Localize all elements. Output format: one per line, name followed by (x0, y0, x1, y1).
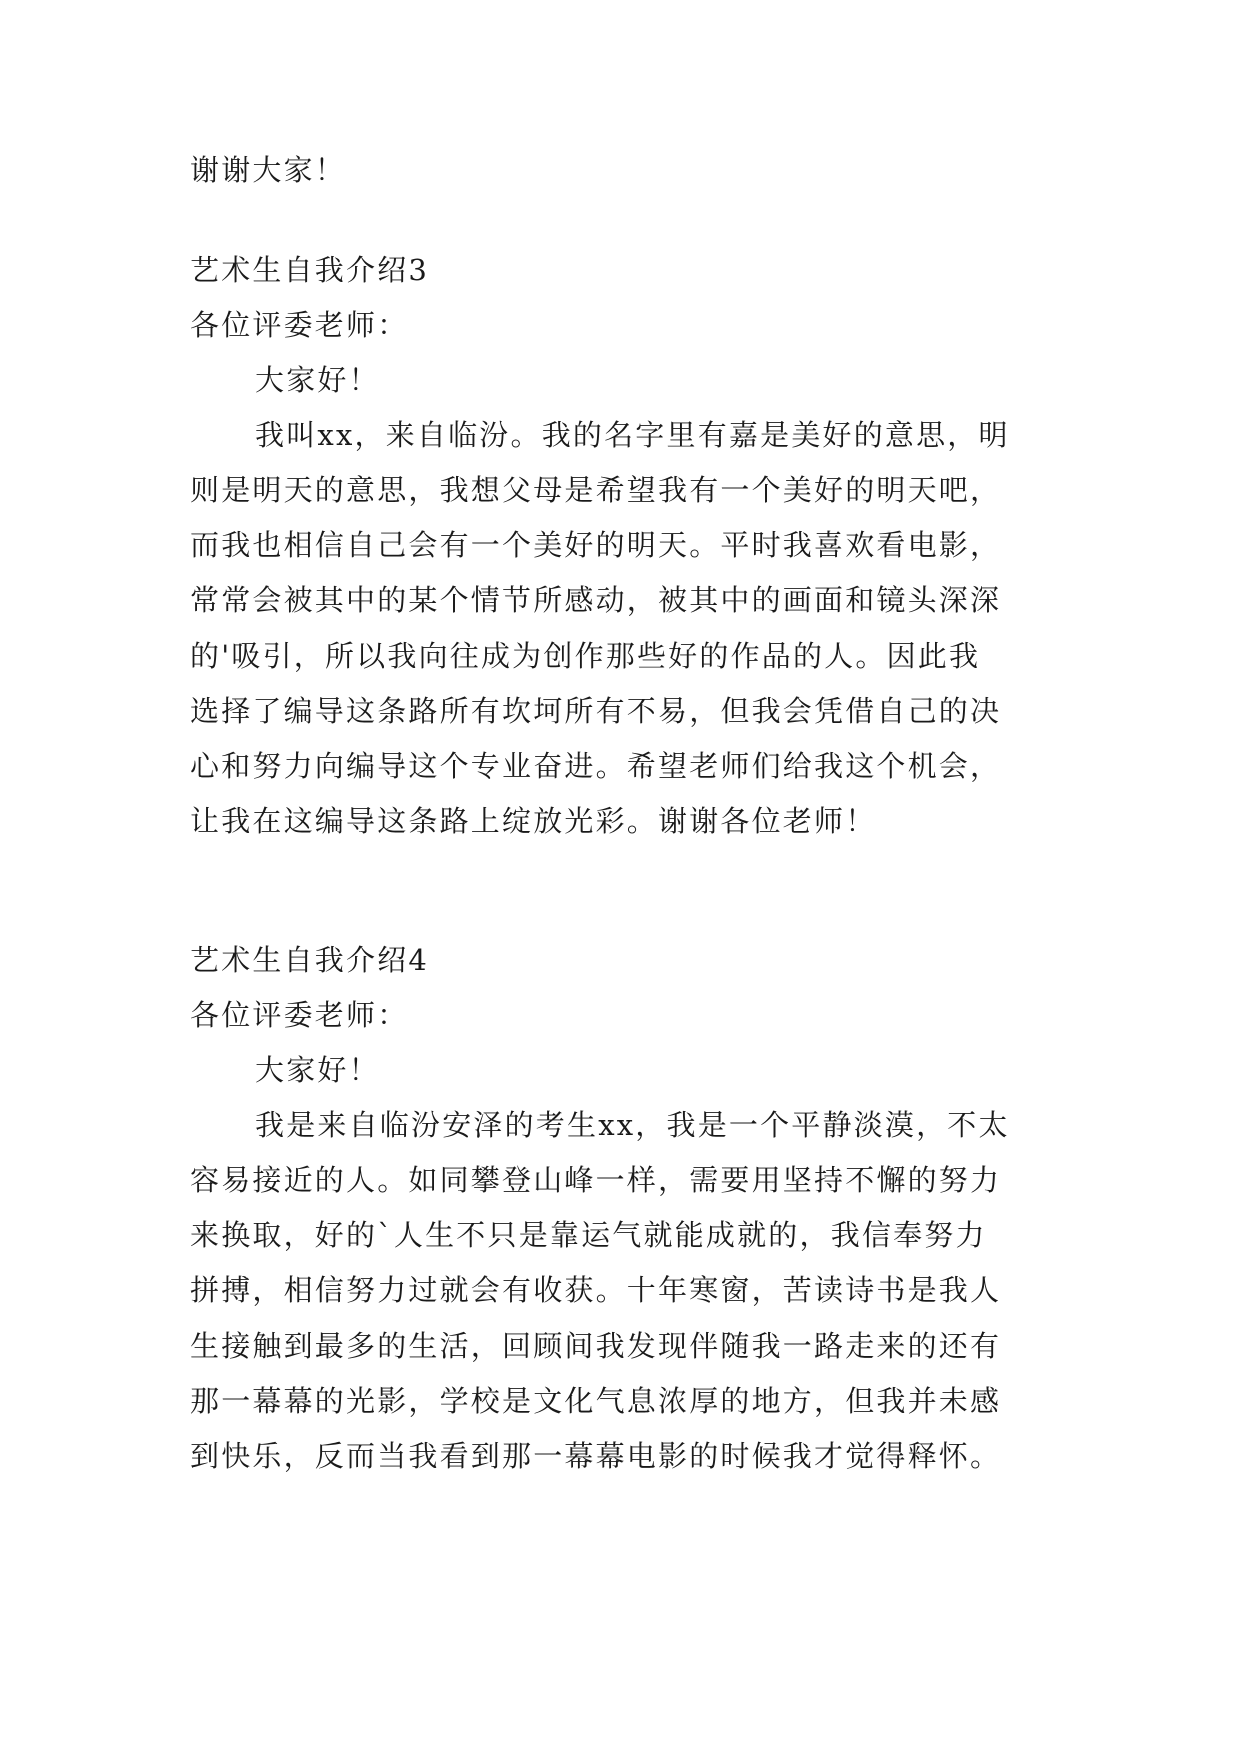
section-4-paragraph-line: 我是来自临汾安泽的考生xx，我是一个平静淡漠，不太 (255, 1108, 1010, 1142)
section-4-salutation: 各位评委老师： (190, 998, 409, 1032)
section-3-paragraph-line: 的'吸引，所以我向往成为创作那些好的作品的人。因此我 (190, 639, 981, 673)
section-3-title: 艺术生自我介绍3 (190, 253, 430, 287)
section-3-greeting: 大家好！ (255, 363, 380, 397)
section-4-paragraph-line: 拼搏，相信努力过就会有收获。十年寒窗，苦读诗书是我人 (190, 1273, 1002, 1307)
section-3-salutation: 各位评委老师： (190, 308, 409, 342)
section-4-title: 艺术生自我介绍4 (190, 943, 430, 977)
section-4-paragraph-line: 那一幕幕的光影，学校是文化气息浓厚的地方，但我并未感 (190, 1384, 1002, 1418)
section-3-paragraph-line: 我叫xx，来自临汾。我的名字里有嘉是美好的意思，明 (255, 418, 1010, 452)
section-3-paragraph-line: 则是明天的意思，我想父母是希望我有一个美好的明天吧， (190, 473, 1002, 507)
section-4-paragraph-line: 到快乐，反而当我看到那一幕幕电影的时候我才觉得释怀。 (190, 1439, 1002, 1473)
section-3-paragraph-line: 选择了编导这条路所有坎坷所有不易，但我会凭借自己的决 (190, 694, 1002, 728)
section-4-paragraph-line: 容易接近的人。如同攀登山峰一样，需要用坚持不懈的努力 (190, 1163, 1002, 1197)
section-4-paragraph-line: 来换取，好的`人生不只是靠运气就能成就的，我信奉努力 (190, 1218, 987, 1252)
section-4-paragraph-line: 生接触到最多的生活，回顾间我发现伴随我一路走来的还有 (190, 1329, 1002, 1363)
section-3-paragraph-line: 心和努力向编导这个专业奋进。希望老师们给我这个机会， (190, 749, 1002, 783)
section-3-paragraph-line: 而我也相信自己会有一个美好的明天。平时我喜欢看电影， (190, 528, 1002, 562)
section-4-greeting: 大家好！ (255, 1053, 380, 1087)
closing-text: 谢谢大家！ (190, 153, 347, 187)
section-3-paragraph-line: 常常会被其中的某个情节所感动，被其中的画面和镜头深深 (190, 583, 1002, 617)
section-3-paragraph-line: 让我在这编导这条路上绽放光彩。谢谢各位老师！ (190, 804, 877, 838)
